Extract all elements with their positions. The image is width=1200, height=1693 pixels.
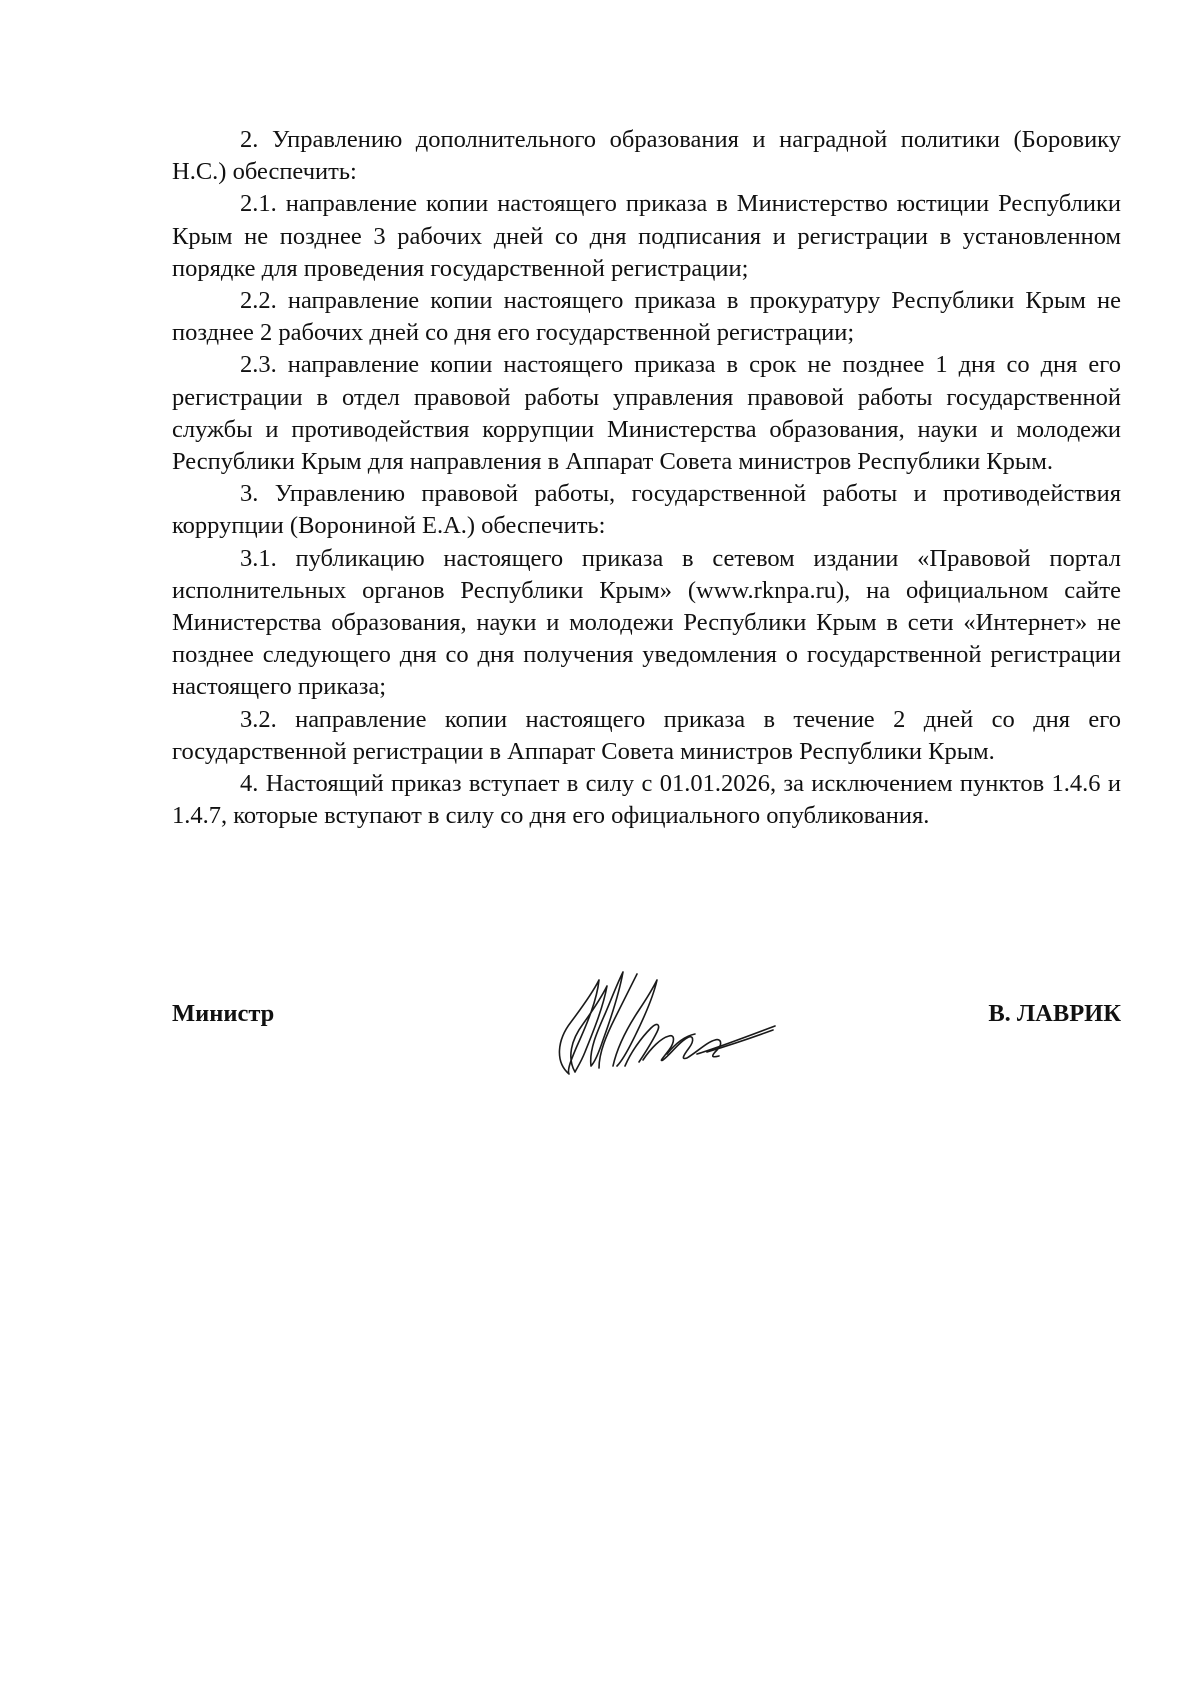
paragraph-2-1: 2.1. направление копии настоящего приказа в Министерство юстиции Республики Крым не позднее 3 рабочих дней со дня подписания и регистрации в установленном порядке для проведения государственной регистрации; [172, 190, 1121, 282]
paragraph-3-1: 3.1. публикацию настоящего приказа в сетевом издании «Правовой портал исполнительных органов Республики Крым» (www.rknpa.ru), на официальном сайте Министерства образования, науки и молодежи Республики Крым в сети «Интернет» не позднее следующего дня со дня получения уведомления о государственной регистрации настоящего приказа; [172, 544, 1121, 701]
paragraph-3: 3. Управлению правовой работы, государственной работы и противодействия коррупции (Ворониной Е.А.) обеспечить: [172, 480, 1121, 540]
paragraph-2-2: 2.2. направление копии настоящего приказа в прокуратуру Республики Крым не позднее 2 рабочих дней со дня его государственной регистрации; [172, 287, 1121, 347]
document-body [172, 124, 1121, 832]
handwritten-signature [547, 962, 777, 1082]
paragraph-4: 4. Настоящий приказ вступает в силу с 01.01.2026, за исключением пунктов 1.4.6 и 1.4.7, которые вступают в силу со дня его официального опубликования. [172, 770, 1121, 830]
paragraph-2-3: 2.3. направление копии настоящего приказа в срок не позднее 1 дня со дня его регистрации в отдел правовой работы управления правовой работы государственной службы и противодействия коррупции Министерства образования, науки и молодежи Республики Крым для направления в Аппарат Совета министров Республики Крым. [172, 351, 1121, 476]
paragraph-2: 2. Управлению дополнительного образования и наградной политики (Боровику Н.С.) обеспечить: [172, 126, 1121, 186]
paragraph-3-2: 3.2. направление копии настоящего приказа в течение 2 дней со дня его государственной регистрации в Аппарат Совета министров Республики Крым. [172, 705, 1121, 765]
signer-position: Министр [172, 1000, 275, 1027]
signer-name: В. ЛАВРИК [988, 1000, 1121, 1027]
signature-block [172, 980, 1121, 1090]
